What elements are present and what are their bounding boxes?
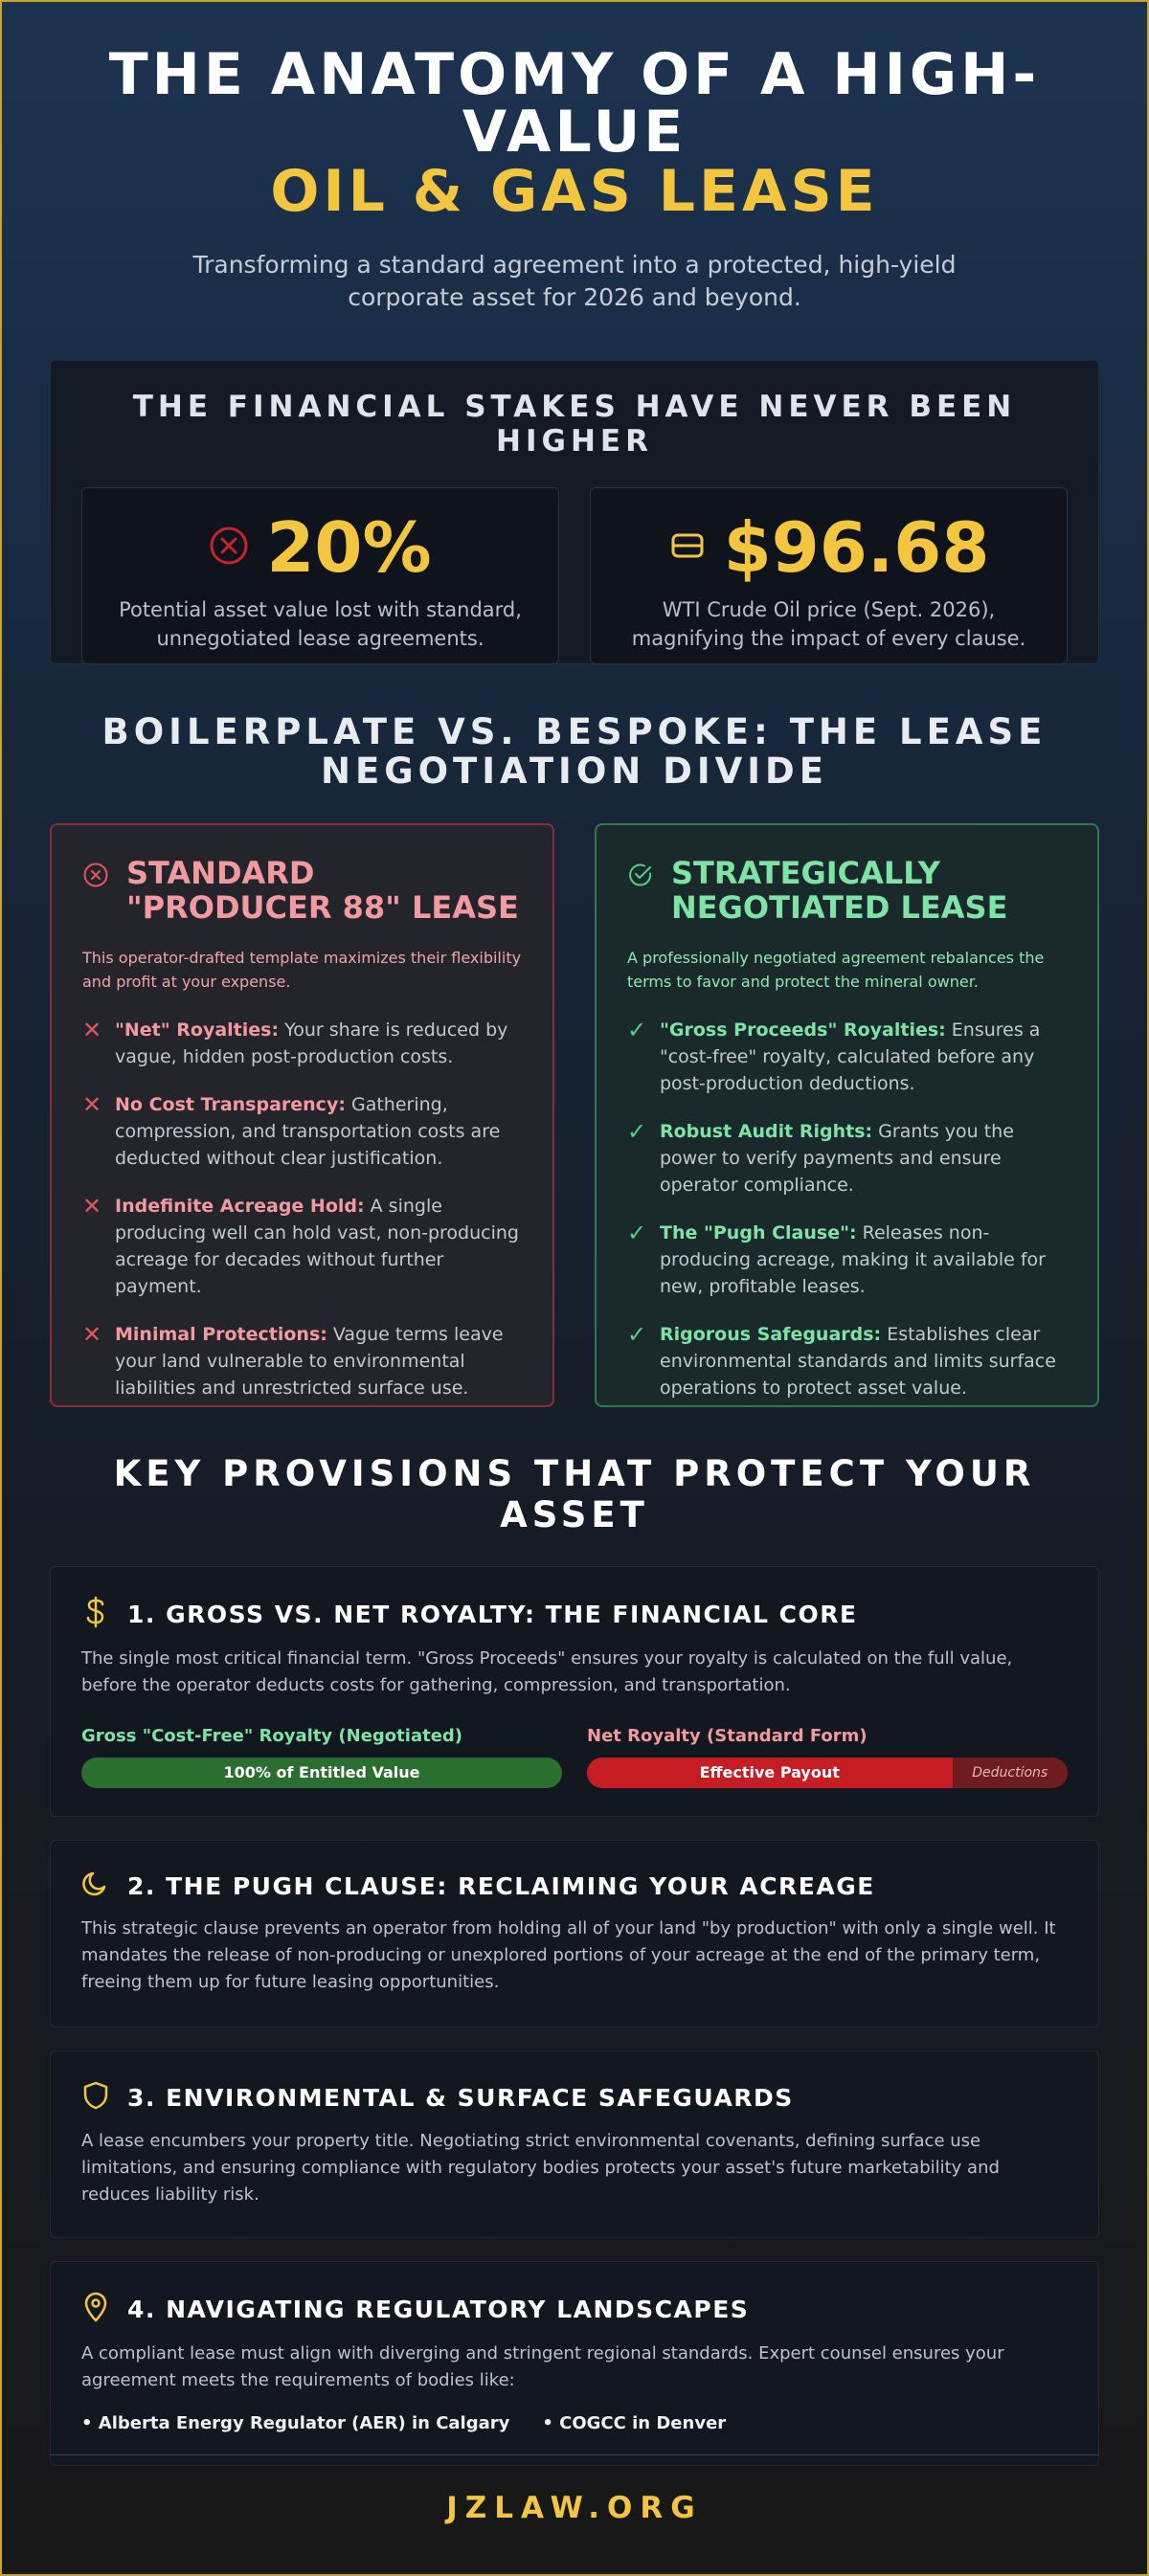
- stat-card-oil-price: [590, 487, 1068, 664]
- item-label: The "Pugh Clause":: [660, 1222, 857, 1243]
- item-label: No Cost Transparency:: [115, 1094, 346, 1115]
- hero: [50, 2, 1099, 314]
- stat-description: WTI Crude Oil price (Sept. 2026), magnifying the impact of every clause.: [631, 598, 1026, 650]
- provision-text: This strategic clause prevents an operator from holding all of your land "by production" with only a single well. It mandates the release of non-producing or unexplored portions of your acreage at the end of the primary term, freeing them up for future leasing opportunities.: [81, 1918, 1056, 1992]
- item-text: Your share is reduced by vague, hidden post-production costs.: [115, 1019, 508, 1067]
- footer-site: JZLAW.ORG: [446, 2491, 703, 2525]
- list-item: [82, 1321, 522, 1401]
- list-item: [627, 1321, 1067, 1401]
- x-mark-icon: ✕: [82, 1193, 102, 1220]
- item-label: Minimal Protections:: [115, 1324, 327, 1345]
- item-text: Establishes clear environmental standards and limits surface operations to protect asset value.: [660, 1324, 1056, 1399]
- x-circle-icon: [209, 526, 249, 570]
- hero-subtitle: Transforming a standard agreement into a protected, high-yield corporate asset for 2026 and beyond.: [192, 251, 957, 311]
- standard-lease-title: STANDARD "PRODUCER 88" LEASE: [126, 855, 519, 926]
- negotiated-lease-card: [595, 823, 1099, 1407]
- check-mark-icon: ✓: [627, 1321, 647, 1348]
- dollar-icon: [81, 1596, 110, 1632]
- gross-royalty-bar: [81, 1758, 562, 1788]
- infographic-page: [2, 2, 1147, 2574]
- provision-text: A lease encumbers your property title. Negotiating strict environmental covenants, defining surface use limitations, and ensuring compliance with regulatory bodies protects your asset's future marketability and reduces liability risk.: [81, 2131, 1000, 2205]
- check-mark-icon: ✓: [627, 1017, 647, 1043]
- stat-card-value-lost: [81, 487, 559, 664]
- check-mark-icon: ✓: [627, 1220, 647, 1246]
- standard-lease-intro: This operator-drafted template maximizes their flexibility and profit at your expense.: [82, 949, 522, 991]
- provision-gross-vs-net: [50, 1566, 1099, 1817]
- item-label: "Net" Royalties:: [115, 1019, 280, 1041]
- list-item: [627, 1118, 1067, 1198]
- stat-value: $96.68: [723, 507, 990, 588]
- x-circle-icon: [82, 862, 109, 892]
- map-pin-icon: [81, 2291, 110, 2327]
- stakes-title: THE FINANCIAL STAKES HAVE NEVER BEEN HIGHER: [132, 390, 1017, 459]
- main-title-line1: THE ANATOMY OF A HIGH-VALUE: [108, 41, 1041, 166]
- provision-title: 4. NAVIGATING REGULATORY LANDSCAPES: [127, 2295, 750, 2323]
- stat-description: Potential asset value lost with standard, unnegotiated lease agreements.: [119, 598, 522, 650]
- provision-pugh-clause: [50, 1840, 1099, 2027]
- gross-royalty-label: Gross "Cost-Free" Royalty (Negotiated): [81, 1726, 463, 1746]
- list-item: [82, 1091, 522, 1172]
- item-text: Ensures a "cost-free" royalty, calculated before any post-production deductions.: [660, 1019, 1041, 1094]
- provisions-title: KEY PROVISIONS THAT PROTECT YOUR ASSET: [113, 1453, 1036, 1535]
- net-royalty-bar: [587, 1758, 1068, 1788]
- moon-icon: [81, 1870, 110, 1902]
- negotiated-lease-title: STRATEGICALLY NEGOTIATED LEASE: [671, 855, 1008, 926]
- provision-title: 3. ENVIRONMENTAL & SURFACE SAFEGUARDS: [127, 2083, 794, 2112]
- item-text: Grants you the power to verify payments and ensure operator compliance.: [660, 1121, 1014, 1196]
- provision-title: 1. GROSS VS. NET ROYALTY: THE FINANCIAL CORE: [127, 1600, 858, 1628]
- item-text: Gathering, compression, and transportation costs are deducted without clear justification.: [115, 1094, 501, 1169]
- x-mark-icon: ✕: [82, 1017, 102, 1043]
- net-royalty-label: Net Royalty (Standard Form): [587, 1726, 867, 1746]
- royalty-comparison-bars: [81, 1726, 1068, 1788]
- main-title-line2: OIL & GAS LEASE: [270, 158, 879, 225]
- item-text: Vague terms leave your land vulnerable to environmental liabilities and unrestricted surface use.: [115, 1324, 504, 1399]
- x-mark-icon: ✕: [82, 1321, 102, 1348]
- provision-text: A compliant lease must align with diverging and stringent regional standards. Expert counsel ensures your agreement meets the requirements of bodies like:: [81, 2343, 1004, 2390]
- net-bar-deductions: Deductions: [953, 1758, 1068, 1788]
- stat-row: [81, 487, 1068, 664]
- regulatory-body: • COGCC in Denver: [542, 2413, 727, 2433]
- main-title: [50, 41, 1099, 225]
- provision-regulatory: [50, 2261, 1099, 2466]
- list-item: [82, 1193, 522, 1300]
- check-circle-icon: [627, 862, 654, 892]
- item-label: "Gross Proceeds" Royalties:: [660, 1019, 946, 1041]
- divide-title: BOILERPLATE VS. BESPOKE: THE LEASE NEGOTIATION DIVIDE: [101, 711, 1048, 792]
- regulatory-bodies: [81, 2413, 1068, 2433]
- footer-divider: [50, 2454, 1099, 2455]
- financial-stakes-panel: [50, 360, 1099, 664]
- list-item: [82, 1017, 522, 1070]
- gross-bar-fill: 100% of Entitled Value: [81, 1758, 562, 1788]
- regulatory-body: • Alberta Energy Regulator (AER) in Calgary: [81, 2413, 510, 2433]
- item-label: Rigorous Safeguards:: [660, 1324, 882, 1345]
- card-icon: [668, 526, 707, 569]
- x-mark-icon: ✕: [82, 1091, 102, 1118]
- negotiated-lease-intro: A professionally negotiated agreement rebalances the terms to favor and protect the mineral owner.: [627, 949, 1045, 991]
- check-mark-icon: ✓: [627, 1118, 647, 1145]
- provision-text: The single most critical financial term. "Gross Proceeds" ensures your royalty is calculated on the full value, before the operator deducts costs for gathering, compression, and transportation.: [81, 1648, 1013, 1695]
- item-label: Indefinite Acreage Hold:: [115, 1196, 365, 1217]
- net-bar-fill: Effective Payout: [587, 1758, 953, 1788]
- stat-value: 20%: [266, 507, 432, 588]
- shield-icon: [81, 2080, 110, 2115]
- item-label: Robust Audit Rights:: [660, 1121, 873, 1142]
- list-item: [627, 1220, 1067, 1300]
- provision-title: 2. THE PUGH CLAUSE: RECLAIMING YOUR ACREAGE: [127, 1871, 875, 1900]
- item-text: A single producing well can hold vast, non-producing acreage for decades without further payment.: [115, 1196, 519, 1297]
- lease-comparison: [50, 823, 1099, 1407]
- item-text: Releases non-producing acreage, making it available for new, profitable leases.: [660, 1222, 1046, 1297]
- provision-environmental: [50, 2050, 1099, 2238]
- list-item: [627, 1017, 1067, 1097]
- standard-lease-card: [50, 823, 554, 1407]
